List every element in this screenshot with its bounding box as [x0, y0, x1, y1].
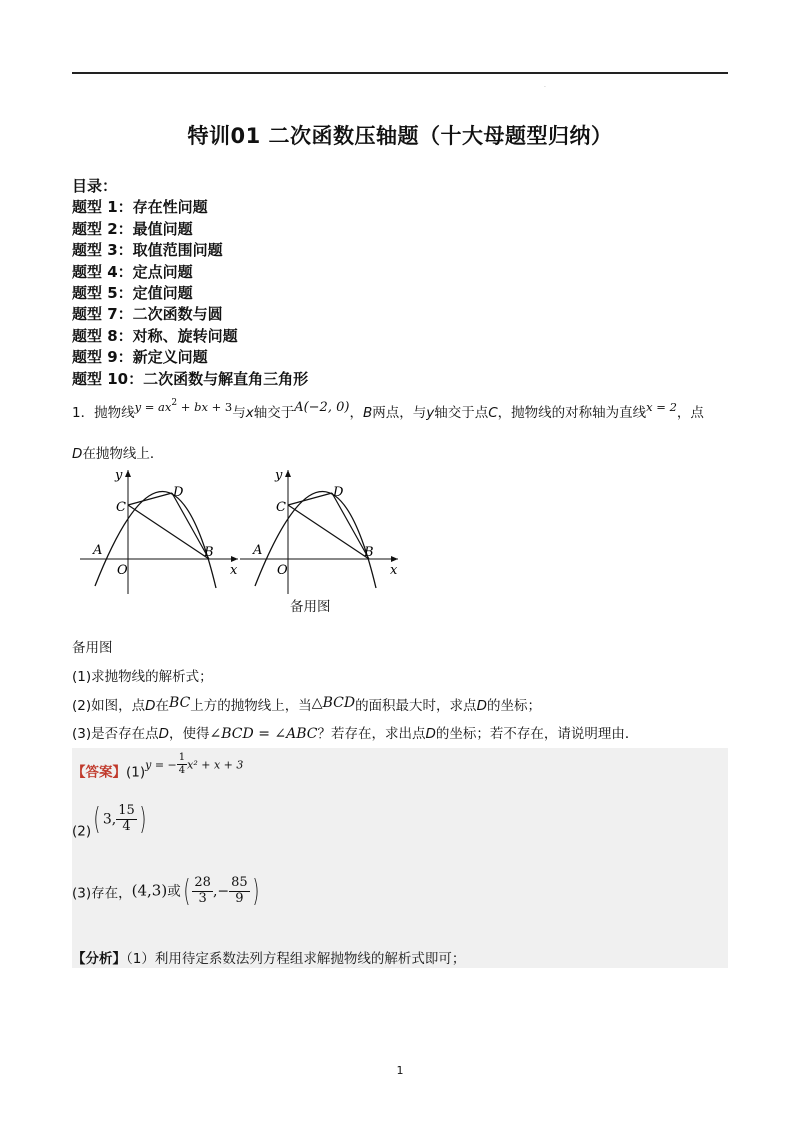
- point-a-label: A: [93, 543, 103, 558]
- toc-item: 题型 7：二次函数与圆: [72, 305, 223, 324]
- x-axis-label: x: [230, 563, 238, 578]
- question-2: (2)如图，点D在BC上方的抛物线上，当△BCD的面积最大时，求点D的坐标；: [72, 695, 541, 714]
- y-axis-label: y: [275, 468, 283, 483]
- axis-equation: x = 2: [646, 400, 677, 414]
- toc-item: 题型 5：定值问题: [72, 283, 193, 302]
- y-axis-label: y: [115, 468, 123, 483]
- analysis: 【分析】（1）利用待定系数法列方程组求解抛物线的解析式即可；: [72, 951, 466, 967]
- analysis-label: 【分析】: [72, 951, 126, 967]
- origin-label: O: [277, 563, 288, 578]
- header-dot: .: [544, 82, 546, 89]
- point-a-label: A: [253, 543, 263, 558]
- toc-item: 题型 3：取值范围问题: [72, 241, 223, 260]
- page-title: 特训01 二次函数压轴题（十大母题型归纳）: [187, 124, 613, 148]
- toc-item: 题型 4：定点问题: [72, 262, 193, 281]
- problem-line-1: 1．抛物线$y = ax^2$ + bx + 3与x轴交于A(−2, 0)，B两点，与y轴交于点C，抛物线的对称轴为直线x = 2，点: [72, 398, 704, 421]
- answer-3: (3)存在，(4,3)或( $\frac{28}{3}$ ,− $\frac{85}{9}$ ): [72, 874, 260, 909]
- figure-caption-spare: 备用图: [290, 599, 331, 615]
- problem-number: 1．: [72, 405, 95, 421]
- toc-heading: 目录：: [72, 177, 118, 195]
- question-3: (3)是否存在点D，使得∠BCD = ∠ABC？若存在，求出点D的坐标；若不存在，请说明理由．: [72, 726, 639, 742]
- toc-item: 题型 1：存在性问题: [72, 198, 208, 217]
- point-b-label: B: [364, 545, 374, 560]
- page-number: 1: [396, 1064, 404, 1077]
- parabola-equation: $y = ax^2$ + bx + 3: [134, 398, 233, 414]
- point-c-label: C: [116, 500, 126, 515]
- problem-line-2: D在抛物线上．: [72, 446, 164, 462]
- point-d-label: D: [173, 485, 184, 500]
- point-d-label: D: [333, 485, 344, 500]
- toc-item: 题型 9：新定义问题: [72, 348, 208, 367]
- origin-label: O: [117, 563, 128, 578]
- point-b-label: B: [204, 545, 214, 560]
- answer-1: 【答案】$(1)^{y = -}$ $\frac{1}{4}$ $^{x^2 + x + 3}$: [72, 752, 244, 781]
- figure-right: [240, 466, 400, 596]
- answer-2: (2)( 3, $\frac{15}{4}$ ): [72, 802, 147, 840]
- figure-left: [80, 466, 240, 596]
- question-1: (1)求抛物线的解析式；: [72, 669, 213, 685]
- toc-item: 题型 8：对称、旋转问题: [72, 326, 238, 345]
- answer-label: 【答案】: [72, 764, 126, 781]
- answer-block: [72, 748, 728, 968]
- header-rule: [72, 72, 728, 74]
- toc-item: 题型 10：二次函数与解直角三角形: [72, 369, 309, 388]
- x-axis-label: x: [390, 563, 398, 578]
- spare-figure-caption: 备用图: [72, 640, 113, 656]
- point-a-coord: A(−2, 0): [294, 400, 350, 415]
- point-c-label: C: [276, 500, 286, 515]
- toc-item: 题型 2：最值问题: [72, 219, 193, 238]
- table-of-contents: [72, 176, 308, 390]
